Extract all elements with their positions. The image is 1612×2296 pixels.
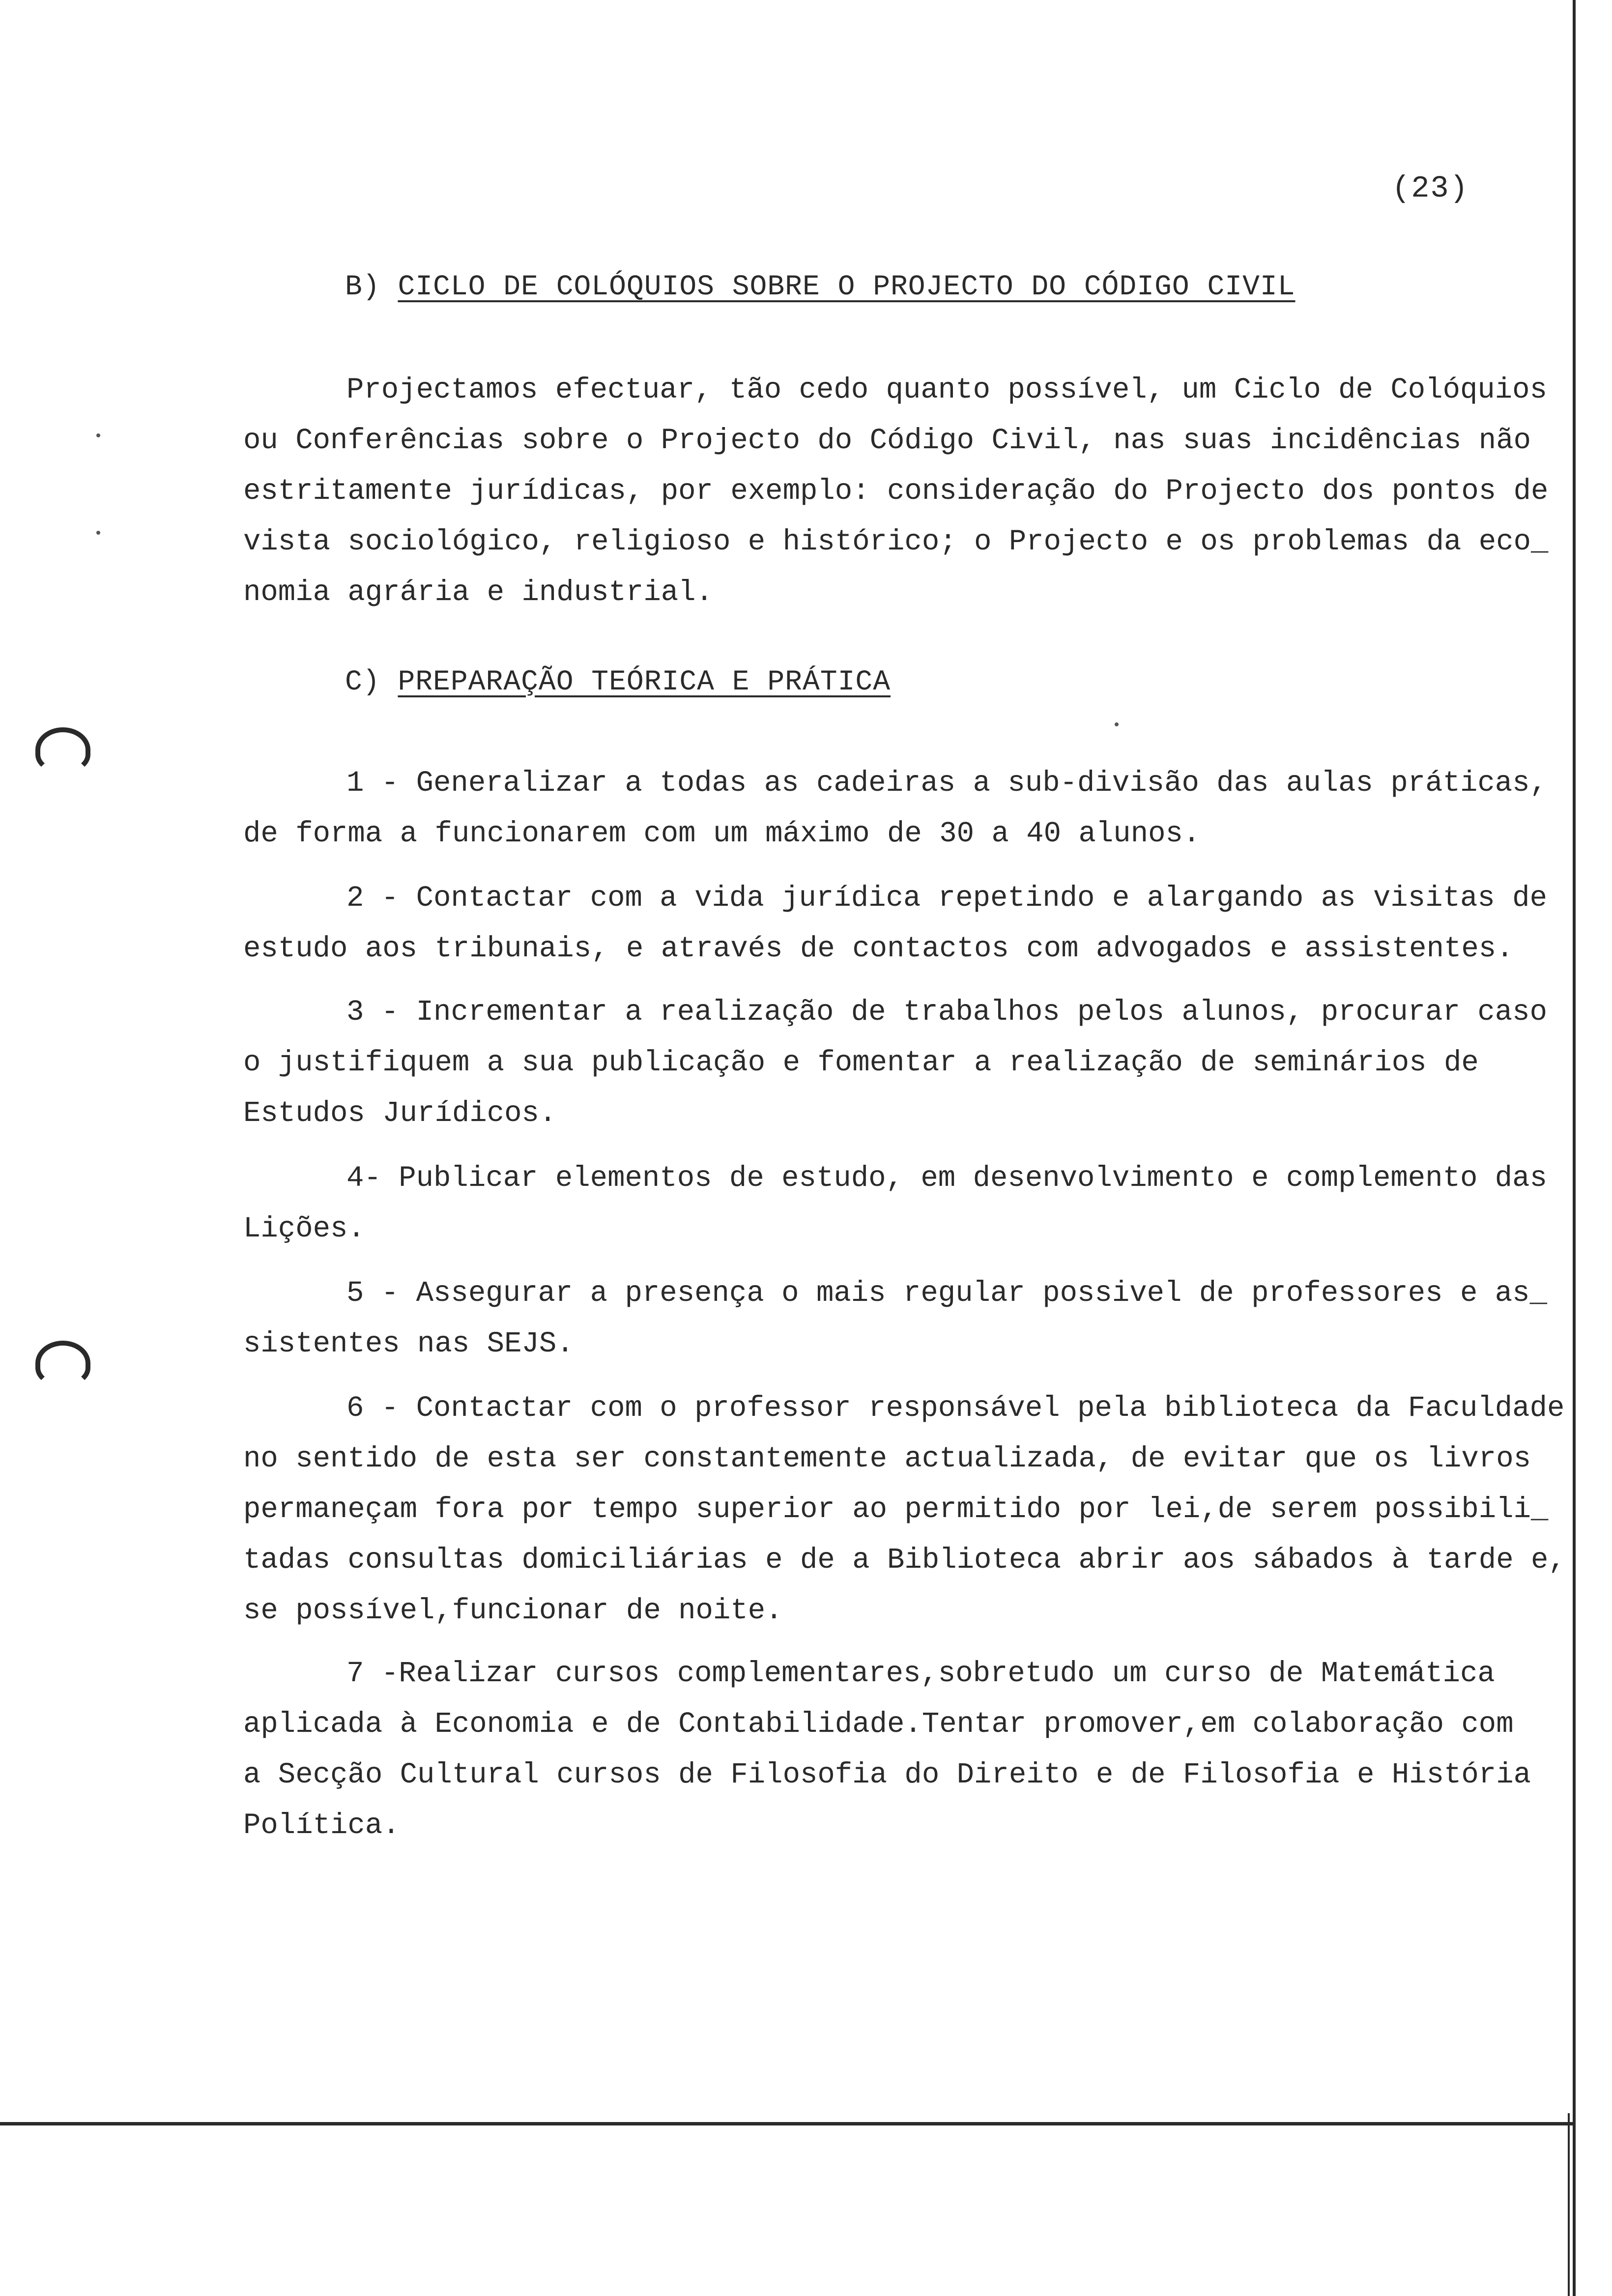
text-line: Projectamos efectuar, tão cedo quanto possível, um Ciclo de Colóquios — [346, 373, 1547, 406]
text-line: vista sociológico, religioso e histórico; o Projecto e os problemas da eco_ — [243, 525, 1549, 558]
punch-hole-icon — [35, 727, 90, 773]
section-c-label: C) — [345, 666, 380, 698]
scan-speck — [96, 433, 100, 437]
scan-speck — [1115, 722, 1119, 726]
list-item-3: 3 - Incrementar a realização de trabalhos pelos alunos, procurar caso o justifiquem a sua publicação e fomentar a realização de seminários de Estudos Jurídicos. — [243, 996, 1547, 1130]
text-line: nomia agrária e industrial. — [243, 576, 713, 609]
list-item-4: 4- Publicar elementos de estudo, em desenvolvimento e complemento das Lições. — [243, 1162, 1547, 1245]
list-item-1: 1 - Generalizar a todas as cadeiras a sub-divisão das aulas práticas, de forma a funcionarem com um máximo de 30 a 40 alunos. — [243, 767, 1547, 850]
text-line: ou Conferências sobre o Projecto do Código Civil, nas suas incidências não — [243, 424, 1531, 457]
list-item-2: 2 - Contactar com a vida jurídica repetindo e alargando as visitas de estudo aos tribunais, e através de contactos com advogados e assistentes. — [243, 882, 1547, 965]
section-c-heading — [345, 666, 891, 698]
section-c-title: PREPARAÇÃO TEÓRICA E PRÁTICA — [398, 666, 891, 698]
page-edge-line — [1573, 0, 1576, 2296]
list-item-6: 6 - Contactar com o professor responsável pela biblioteca da Faculdade no sentido de esta ser constantemente actualizada, de evitar que os livros permaneçam fora por tempo superior ao permitido por lei,de serem possibili_ tadas consultas domiciliárias e de a Biblioteca abrir aos sábados à tarde e, se possível,funcionar de noite. — [243, 1392, 1566, 1627]
list-item-5: 5 - Assegurar a presença o mais regular possivel de professores e as_ sistentes nas SEJS. — [243, 1277, 1547, 1360]
section-b-title: CICLO DE COLÓQUIOS SOBRE O PROJECTO DO CÓDIGO CIVIL — [398, 271, 1295, 303]
list-item-7: 7 -Realizar cursos complementares,sobretudo um curso de Matemática aplicada à Economia e de Contabilidade.Tentar promover,em colaboração com a Secção Cultural cursos de Filosofia do Direito e de Filosofia e História Política. — [243, 1657, 1531, 1842]
scan-speck — [96, 531, 100, 535]
text-line: estritamente jurídicas, por exemplo: consideração do Projecto dos pontos de — [243, 475, 1549, 508]
section-b-heading — [345, 271, 1295, 303]
bottom-rule — [0, 2122, 1576, 2125]
punch-hole-icon — [35, 1341, 90, 1386]
page-number: (23) — [1392, 171, 1469, 206]
page-edge-line-secondary — [1568, 2113, 1570, 2296]
section-b-label: B) — [345, 271, 380, 303]
section-b-paragraph — [243, 365, 1560, 618]
